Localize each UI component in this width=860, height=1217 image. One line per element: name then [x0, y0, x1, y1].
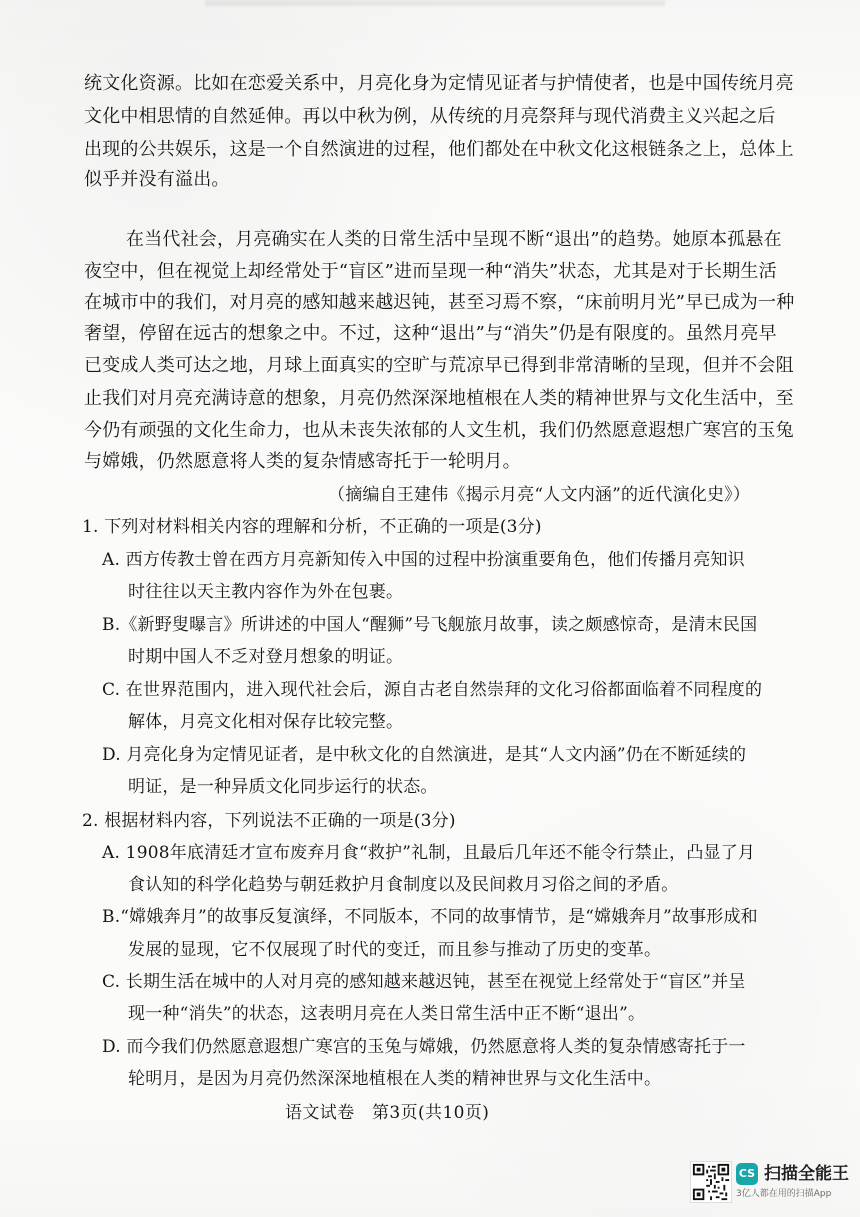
page-footer: 语文试卷 第3页(共10页)	[285, 1103, 490, 1123]
question-1-option-c-line-1: C. 在世界范围内，进入现代社会后，源自古老自然崇拜的文化习俗都面临着不同程度的	[102, 680, 763, 700]
paragraph-2-line-8: 与嫦娥，仍然愿意将人类的复杂情感寄托于一轮明月。	[84, 451, 521, 472]
cs-logo-badge: CS	[736, 1163, 758, 1185]
scan-top-shadow	[205, 0, 665, 6]
paragraph-2-line-7: 今仍有顽强的文化生命力，也从未丧失浓郁的人文生机，我们仍然愿意遐想广寒宫的玉兔	[84, 420, 794, 441]
source-citation: （摘编自王建伟《揭示月亮“人文内涵”的近代演化史》）	[328, 485, 751, 505]
paragraph-1-line-1: 统文化资源。比如在恋爱关系中，月亮化身为定情见证者与护情使者，也是中国传统月亮	[84, 73, 794, 94]
question-1-option-c-line-2: 解体，月亮文化相对保存比较完整。	[128, 712, 404, 732]
question-2-title: 2. 根据材料内容，下列说法不正确的一项是(3分)	[82, 811, 456, 831]
watermark-app-name: 扫描全能王	[764, 1164, 849, 1184]
question-2-option-c-line-1: C. 长期生活在城中的人对月亮的感知越来越迟钝，甚至在视觉上经常处于“盲区”并呈	[102, 972, 746, 992]
question-1-option-d-line-1: D. 月亮化身为定情见证者，是中秋文化的自然演进，是其“人文内涵”仍在不断延续的	[102, 745, 747, 765]
question-2-option-a-line-2: 食认知的科学化趋势与朝廷救护月食制度以及民间救月习俗之间的矛盾。	[128, 875, 679, 895]
qr-code-icon	[690, 1161, 732, 1203]
watermark-tagline: 3亿人都在用的扫描App	[736, 1189, 832, 1199]
question-1-option-b-line-1: B.《新野叟曝言》所讲述的中国人“醒狮”号飞舰旅月故事，读之颇感惊奇，是清末民国	[102, 615, 758, 635]
paragraph-2-line-1: 在当代社会，月亮确实在人类的日常生活中呈现不断“退出”的趋势。她原本孤悬在	[126, 229, 782, 250]
question-1-title: 1. 下列对材料相关内容的理解和分析，不正确的一项是(3分)	[82, 517, 542, 537]
question-1-option-b-line-2: 时期中国人不乏对登月想象的明证。	[128, 647, 404, 667]
paragraph-2-line-4: 奢望，停留在远古的想象之中。不过，这种“退出”与“消失”仍是有限度的。虽然月亮早	[84, 323, 777, 344]
paragraph-1-line-3: 出现的公共娱乐，这是一个自然演进的过程，他们都处在中秋文化这根链条之上，总体上	[84, 139, 794, 160]
question-1-option-d-line-2: 明证，是一种异质文化同步运行的状态。	[128, 777, 438, 797]
question-1-option-a-line-2: 时往往以天主教内容作为外在包裹。	[128, 582, 404, 602]
paragraph-1-line-2: 文化中相思情的自然延伸。再以中秋为例，从传统的月亮祭拜与现代消费主义兴起之后	[84, 106, 776, 127]
question-2-option-d-line-1: D. 而今我们仍然愿意遐想广寒宫的玉兔与嫦娥，仍然愿意将人类的复杂情感寄托于一	[102, 1037, 746, 1057]
question-2-option-a-line-1: A. 1908年底清廷才宣布废弃月食“救护”礼制，且最后几年还不能令行禁止，凸显了月	[102, 843, 756, 863]
question-2-option-d-line-2: 轮明月，是因为月亮仍然深深地植根在人类的精神世界与文化生活中。	[128, 1069, 662, 1089]
question-2-option-c-line-2: 现一种“消失”的状态，这表明月亮在人类日常生活中正不断“退出”。	[128, 1004, 646, 1024]
question-2-option-b-line-1: B.“嫦娥奔月”的故事反复演绎，不同版本，不同的故事情节，是“嫦娥奔月”故事形成和	[102, 907, 758, 927]
question-1-option-a-line-1: A. 西方传教士曾在西方月亮新知传入中国的过程中扮演重要角色，他们传播月亮知识	[102, 550, 745, 570]
paragraph-2-line-3: 在城市中的我们，对月亮的感知越来越迟钝，甚至习焉不察，“床前明月光”早已成为一种	[84, 292, 795, 313]
paragraph-1-line-4: 似乎并没有溢出。	[84, 169, 230, 190]
paragraph-2-line-5: 已变成人类可达之地，月球上面真实的空旷与荒凉早已得到非常清晰的呈现，但并不会阻	[84, 355, 794, 376]
paragraph-2-line-2: 夜空中，但在视觉上却经常处于“盲区”进而呈现一种“消失”状态，尤其是对于长期生活	[84, 261, 777, 282]
paragraph-2-line-6: 止我们对月亮充满诗意的想象，月亮仍然深深地植根在人类的精神世界与文化生活中，至	[84, 388, 794, 409]
question-2-option-b-line-2: 发展的显现，它不仅展现了时代的变迁，而且参与推动了历史的变革。	[128, 940, 662, 960]
scanner-watermark	[736, 1163, 849, 1203]
